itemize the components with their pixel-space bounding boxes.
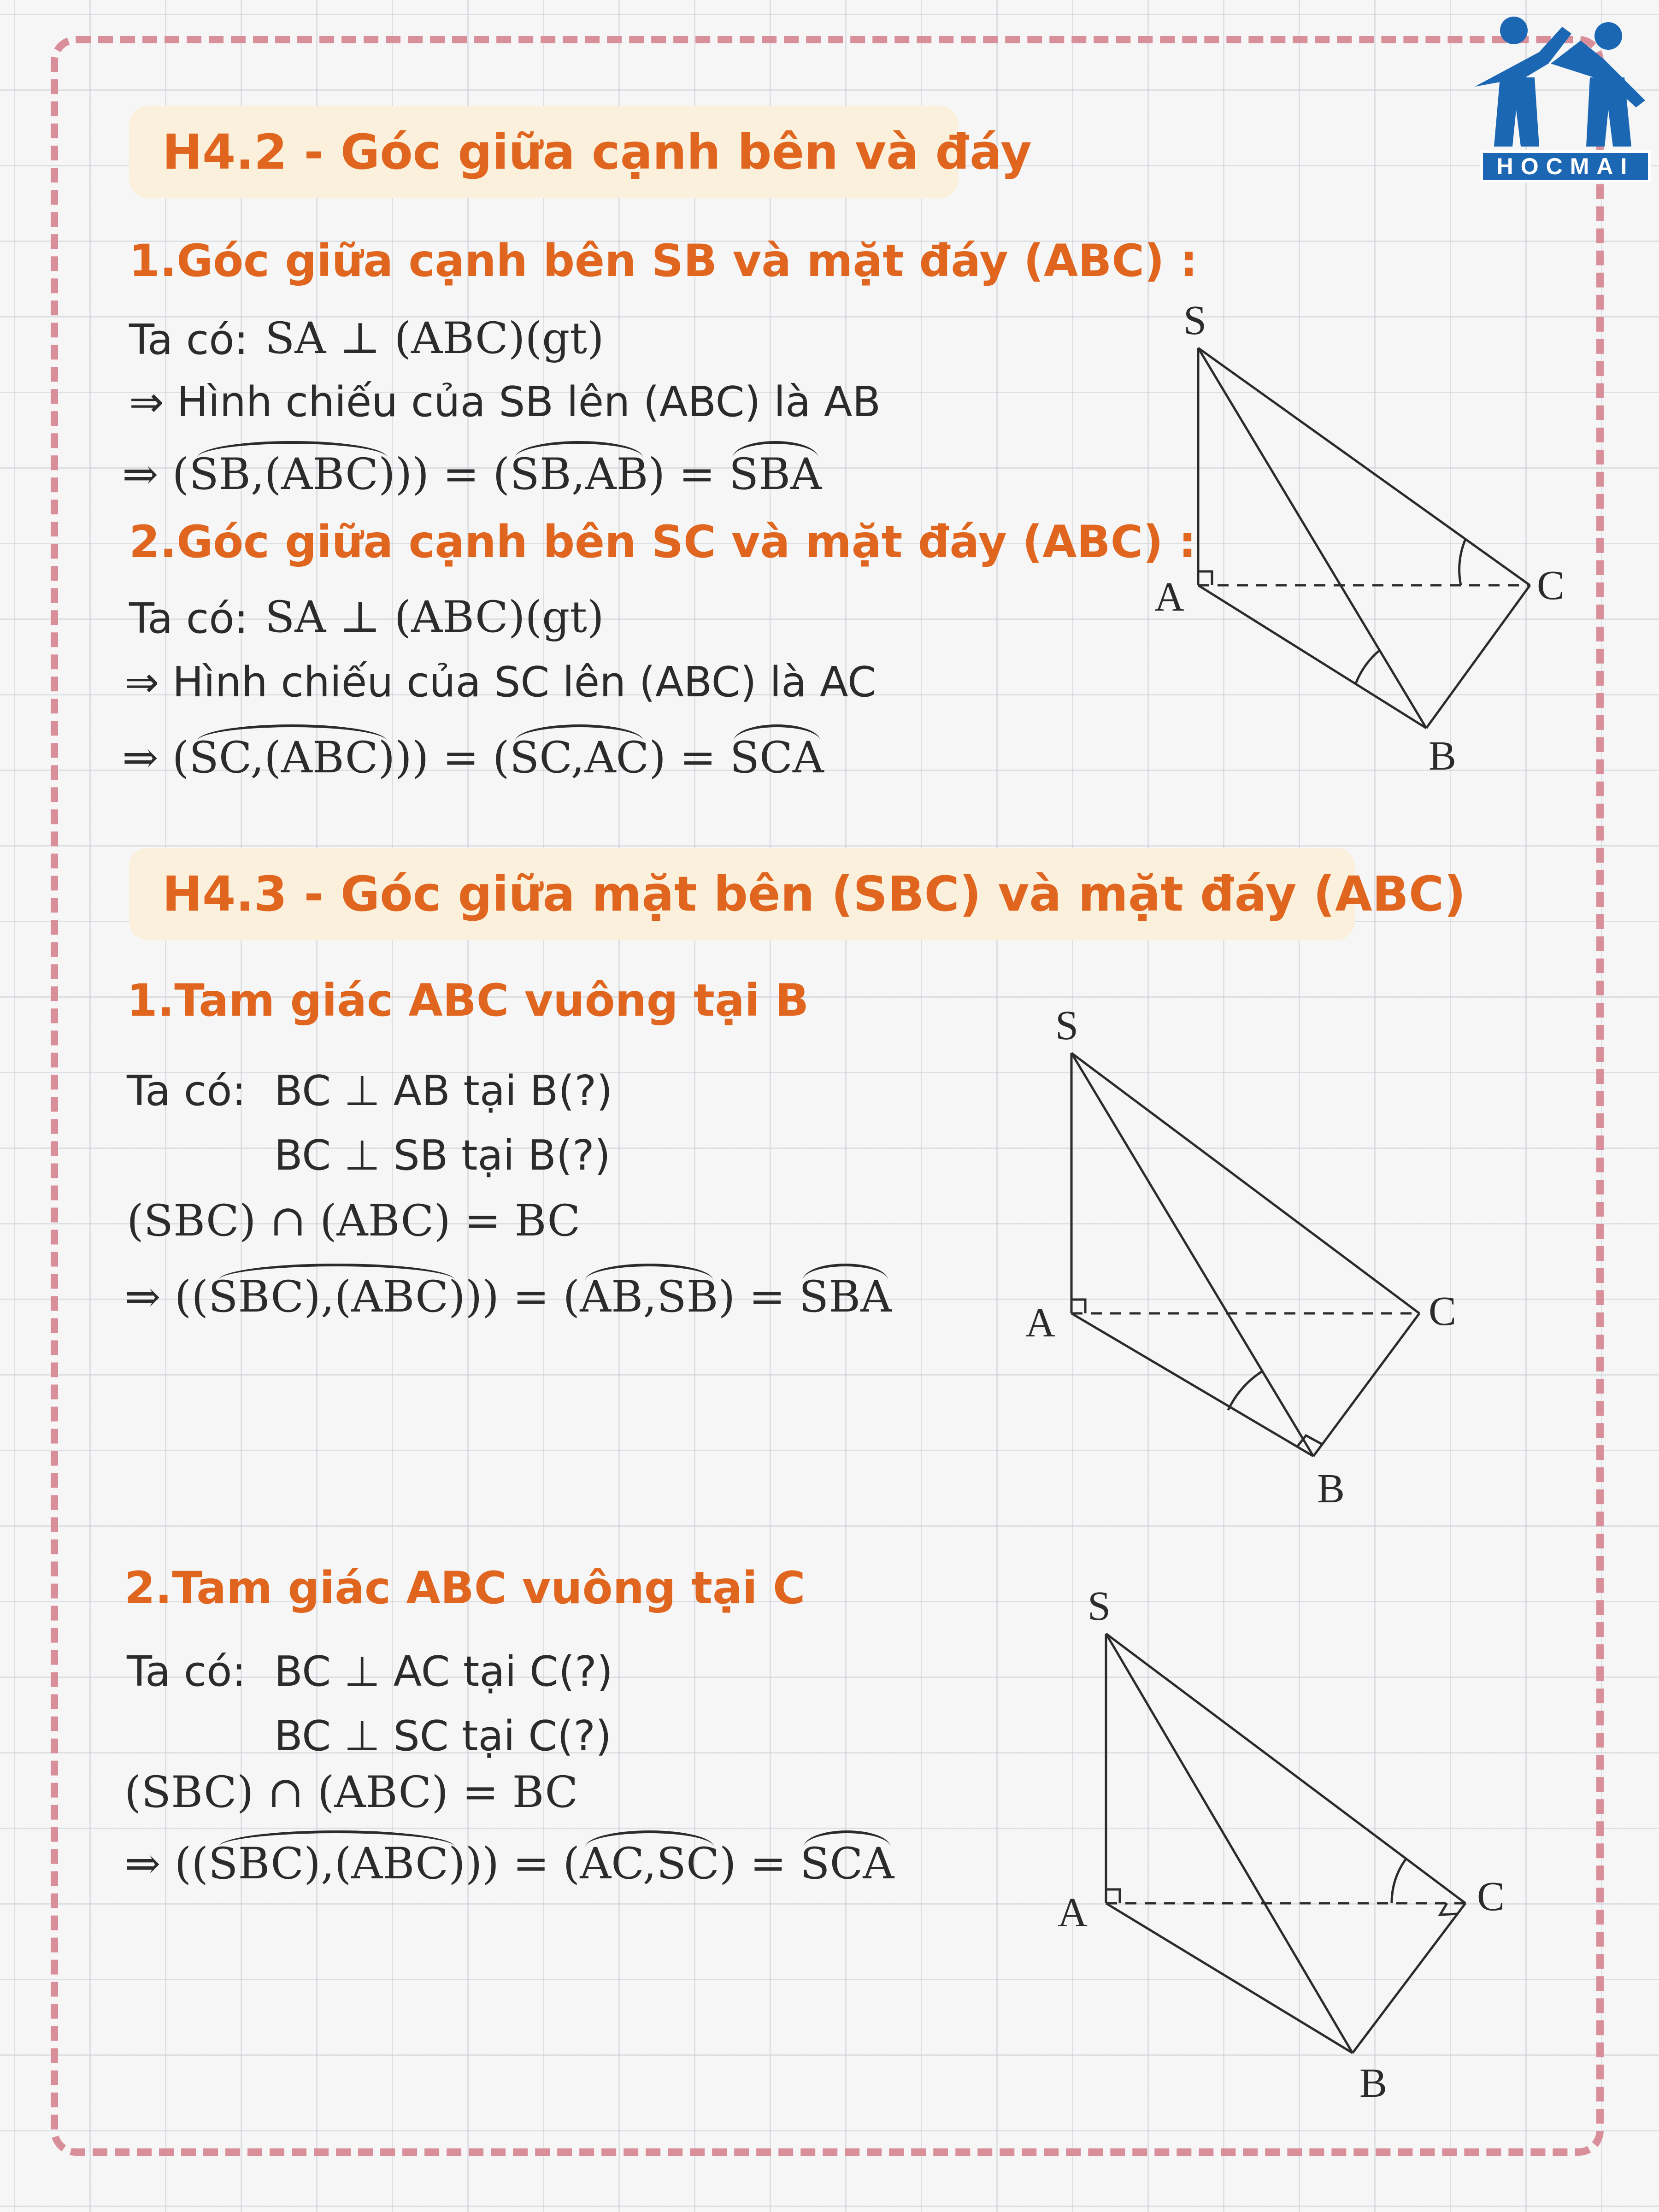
h43-case2-intersection: (SBC) ∩ (ABC) = BC [124, 1767, 578, 1818]
angle-arc-right: SC,AC [509, 733, 649, 783]
h43-case2-line2: BC ⊥ SC tại C(?) [274, 1712, 612, 1760]
h42-part1-given-label: Ta có: [129, 316, 248, 364]
label-S: S [1055, 1003, 1079, 1048]
h43-case2-line1: BC ⊥ AC tại C(?) [274, 1647, 613, 1696]
h42-part1-heading: 1.Góc giữa cạnh bên SB và mặt đáy (ABC) : [129, 235, 1198, 287]
label-C: C [1537, 563, 1565, 608]
hocmai-figures-icon [1470, 8, 1654, 156]
h43-case2-result: ⇒ ((SBC),(ABC))) = (AC,SC) = SCA [124, 1839, 894, 1889]
angle-arc-right: AB,SB [580, 1272, 718, 1322]
h42-part1-projection: ⇒ Hình chiếu của SB lên (ABC) là AB [129, 378, 881, 426]
h43-case1-given-label: Ta có: [127, 1067, 246, 1115]
h43-case1-line2: BC ⊥ SB tại B(?) [274, 1131, 611, 1180]
label-B: B [1317, 1466, 1345, 1512]
angle-arc-left: SBC),(ABC) [208, 1272, 465, 1322]
h43-case2-heading: 2.Tam giác ABC vuông tại C [124, 1562, 806, 1614]
h42-part2-given-label: Ta có: [129, 594, 248, 643]
angle-arc-left: SBC),(ABC) [208, 1839, 465, 1889]
h43-case1-intersection: (SBC) ∩ (ABC) = BC [127, 1196, 581, 1246]
h43-case1-heading: 1.Tam giác ABC vuông tại B [127, 975, 809, 1026]
angle-arc-right: SB,AB [510, 449, 648, 500]
label-C: C [1477, 1874, 1505, 1919]
h42-part1-result: ⇒ (SB,(ABC))) = (SB,AB) = SBA [122, 449, 822, 500]
label-C: C [1429, 1288, 1457, 1334]
label-S: S [1088, 1583, 1111, 1629]
label-S: S [1183, 298, 1207, 343]
label-B: B [1429, 733, 1457, 779]
label-A: A [1058, 1890, 1088, 1936]
label-A: A [1025, 1300, 1055, 1346]
section-title-h42: H4.2 - Góc giữa cạnh bên và đáy [129, 106, 959, 198]
h42-part2-given-math: SA ⊥ (ABC)(gt) [265, 592, 604, 642]
h42-part2-result: ⇒ (SC,(ABC))) = (SC,AC) = SCA [122, 733, 824, 783]
angle-arc-result: SBA [729, 449, 822, 500]
label-B: B [1359, 2060, 1388, 2106]
angle-arc-right: AC,SC [580, 1839, 719, 1889]
h42-part1-given-math: SA ⊥ (ABC)(gt) [265, 313, 604, 364]
angle-arc-result: SBA [799, 1272, 892, 1322]
section-title-h43: H4.3 - Góc giữa mặt bên (SBC) và mặt đáy (ABC) [129, 848, 1355, 940]
angle-arc-left: SB,(ABC) [189, 449, 395, 500]
h43-case1-result: ⇒ ((SBC),(ABC))) = (AB,SB) = SBA [124, 1272, 892, 1322]
h43-case1-line1: BC ⊥ AB tại B(?) [274, 1067, 613, 1115]
hocmai-logo [1470, 8, 1654, 179]
h42-part2-projection: ⇒ Hình chiếu của SC lên (ABC) là AC [124, 658, 877, 706]
h42-part2-heading: 2.Góc giữa cạnh bên SC và mặt đáy (ABC) : [129, 516, 1196, 568]
angle-arc-result: SCA [800, 1839, 894, 1889]
angle-arc-result: SCA [729, 733, 824, 783]
angle-arc-left: SC,(ABC) [189, 733, 395, 783]
label-A: A [1154, 574, 1184, 620]
h43-case2-given-label: Ta có: [127, 1647, 246, 1696]
hocmai-wordmark: HOCMAI [1480, 150, 1651, 182]
